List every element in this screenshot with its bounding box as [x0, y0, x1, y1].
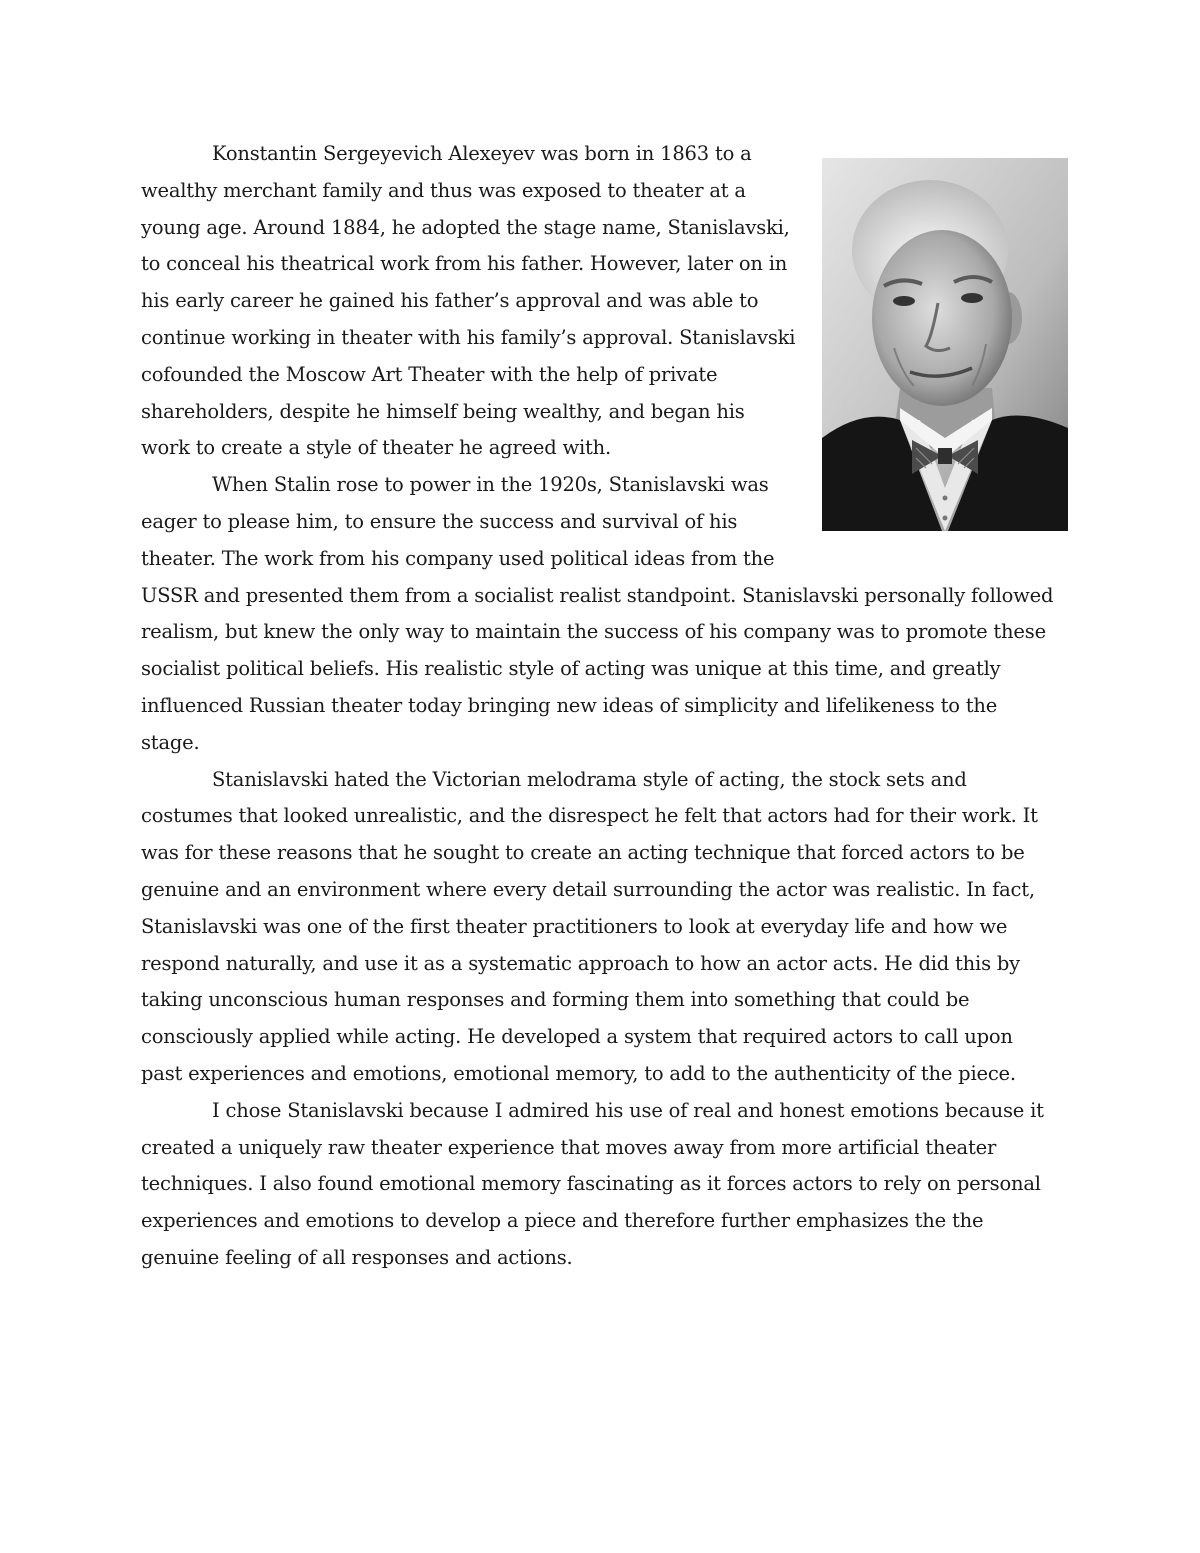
paragraph-2: When Stalin rose to power in the 1920s, Stanislavski was eager to please him, to ensure the success and survival of his theater. The work from his company used political ideas from the USSR and presented them from a socialist realist standpoint. Stanislavski personally followed realism, but knew the only way to maintain the success of his company was to promote these socialist political beliefs. His realistic style of acting was unique at this time, and greatly influenced Russian theater today bringing new ideas of simplicity and lifelikeness to the stage. — [141, 473, 1054, 754]
paragraph-4: I chose Stanislavski because I admired his use of real and honest emotions because it created a uniquely raw theater experience that moves away from more artificial theater techniques. I also found emotional memory fascinating as it forces actors to rely on personal experiences and emotions to develop a piece and therefore further emphasizes the the genuine feeling of all responses and actions. — [141, 1098, 1044, 1269]
portrait-photo — [822, 158, 1068, 531]
paragraph-3: Stanislavski hated the Victorian melodrama style of acting, the stock sets and costumes that looked unrealistic, and the disrespect he felt that actors had for their work. It was for these reasons that he sought to create an acting technique that forced actors to be genuine and an environment where every detail surrounding the actor was realistic. In fact, Stanislavski was one of the first theater practitioners to look at everyday life and how we respond naturally, and use it as a systematic approach to how an actor acts. He did this by taking unconscious human responses and forming them into something that could be consciously applied while acting. He developed a system that required actors to call upon past experiences and emotions, emotional memory, to add to the authenticity of the piece. — [141, 767, 1038, 1085]
paragraph-1: Konstantin Sergeyevich Alexeyev was born in 1863 to a wealthy merchant family and thus was exposed to theater at a young age. Around 1884, he adopted the stage name, Stanislavski, to conceal his theatrical work from his father. However, later on in his early career he gained his father’s approval and was able to continue working in theater with his family’s approval. Stanislavski cofounded the Moscow Art Theater with the help of private shareholders, despite he himself being wealthy, and began his work to create a style of theater he agreed with. — [141, 142, 796, 460]
essay-body — [141, 136, 1056, 1277]
portrait-image — [822, 158, 1068, 531]
